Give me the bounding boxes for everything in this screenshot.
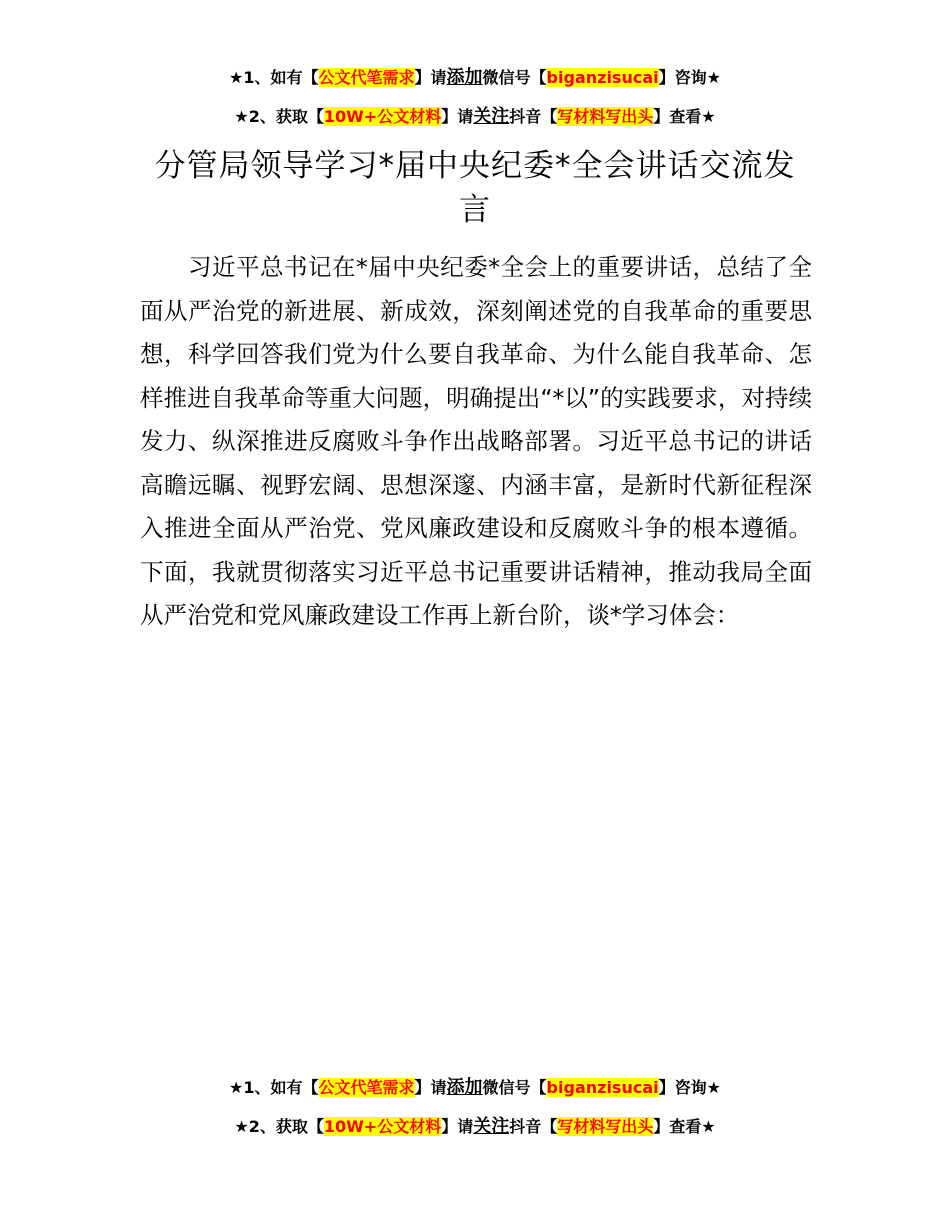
footer-line2-mid2: 抖音【 — [509, 1117, 558, 1136]
footer-line1-highlight-service: 公文代笔需求 — [318, 1078, 415, 1097]
header-ad-line-2 — [0, 101, 950, 133]
ad-line1-mid2: 微信号【 — [482, 68, 547, 87]
footer-line2-underlined: 关注 — [473, 1116, 510, 1137]
footer-ad-line-2 — [0, 1111, 950, 1143]
footer-line2-suffix: 】查看★ — [653, 1117, 716, 1136]
footer-line1-mid2: 微信号【 — [482, 1078, 547, 1097]
footer-line1-prefix: ★1、如有【 — [229, 1078, 319, 1097]
footer-line2-mid1: 】请 — [441, 1117, 474, 1136]
ad-line1-underlined: 添加 — [446, 67, 483, 88]
ad-line2-mid1: 】请 — [441, 107, 474, 126]
document-title: 分管局领导学习*届中央纪委*全会讲话交流发言 — [154, 148, 796, 228]
footer-line2-highlight-materials: 10W+公文材料 — [323, 1117, 442, 1136]
ad-line2-prefix: ★2、获取【 — [234, 107, 324, 126]
ad-line1-mid1: 】请 — [414, 68, 447, 87]
ad-line2-underlined: 关注 — [473, 106, 510, 127]
document-paragraph: 习近平总书记在*届中央纪委*全会上的重要讲话，总结了全面从严治党的新进展、新成效，深刻阐述党的自我革命的重要思想，科学回答我们党为什么要自我革命、为什么能自我革命、怎样推进自我革命等重大问题，明确提出“*以”的实践要求，对持续发力、纵深推进反腐败斗争作出战略部署。习近平总书记的讲话高瞻远瞩、视野宏阔、思想深邃、内涵丰富，是新时代新征程深入推进全面从严治党、党风廉政建设和反腐败斗争的根本遵循。下面，我就贯彻落实习近平总书记重要讲话精神，推动我局全面从严治党和党风廉政建设工作再上新台阶，谈*学习体会： — [140, 253, 812, 629]
ad-line1-highlight-service: 公文代笔需求 — [318, 68, 415, 87]
footer-line2-prefix: ★2、获取【 — [234, 1117, 324, 1136]
header-ad-block — [0, 62, 950, 140]
ad-line1-prefix: ★1、如有【 — [229, 68, 319, 87]
ad-line2-suffix: 】查看★ — [653, 107, 716, 126]
footer-line1-highlight-wechat: biganzisucai — [546, 1078, 659, 1097]
footer-ad-block — [0, 1072, 950, 1150]
footer-line1-suffix: 】咨询★ — [658, 1078, 721, 1097]
footer-line1-mid1: 】请 — [414, 1078, 447, 1097]
footer-ad-line-1 — [0, 1072, 950, 1104]
footer-line1-underlined: 添加 — [446, 1077, 483, 1098]
ad-line1-suffix: 】咨询★ — [658, 68, 721, 87]
header-ad-line-1 — [0, 62, 950, 94]
ad-line2-highlight-douyin: 写材料写出头 — [557, 107, 654, 126]
footer-line2-highlight-douyin: 写材料写出头 — [557, 1117, 654, 1136]
ad-line2-mid2: 抖音【 — [509, 107, 558, 126]
ad-line2-highlight-materials: 10W+公文材料 — [323, 107, 442, 126]
ad-line1-highlight-wechat: biganzisucai — [546, 68, 659, 87]
